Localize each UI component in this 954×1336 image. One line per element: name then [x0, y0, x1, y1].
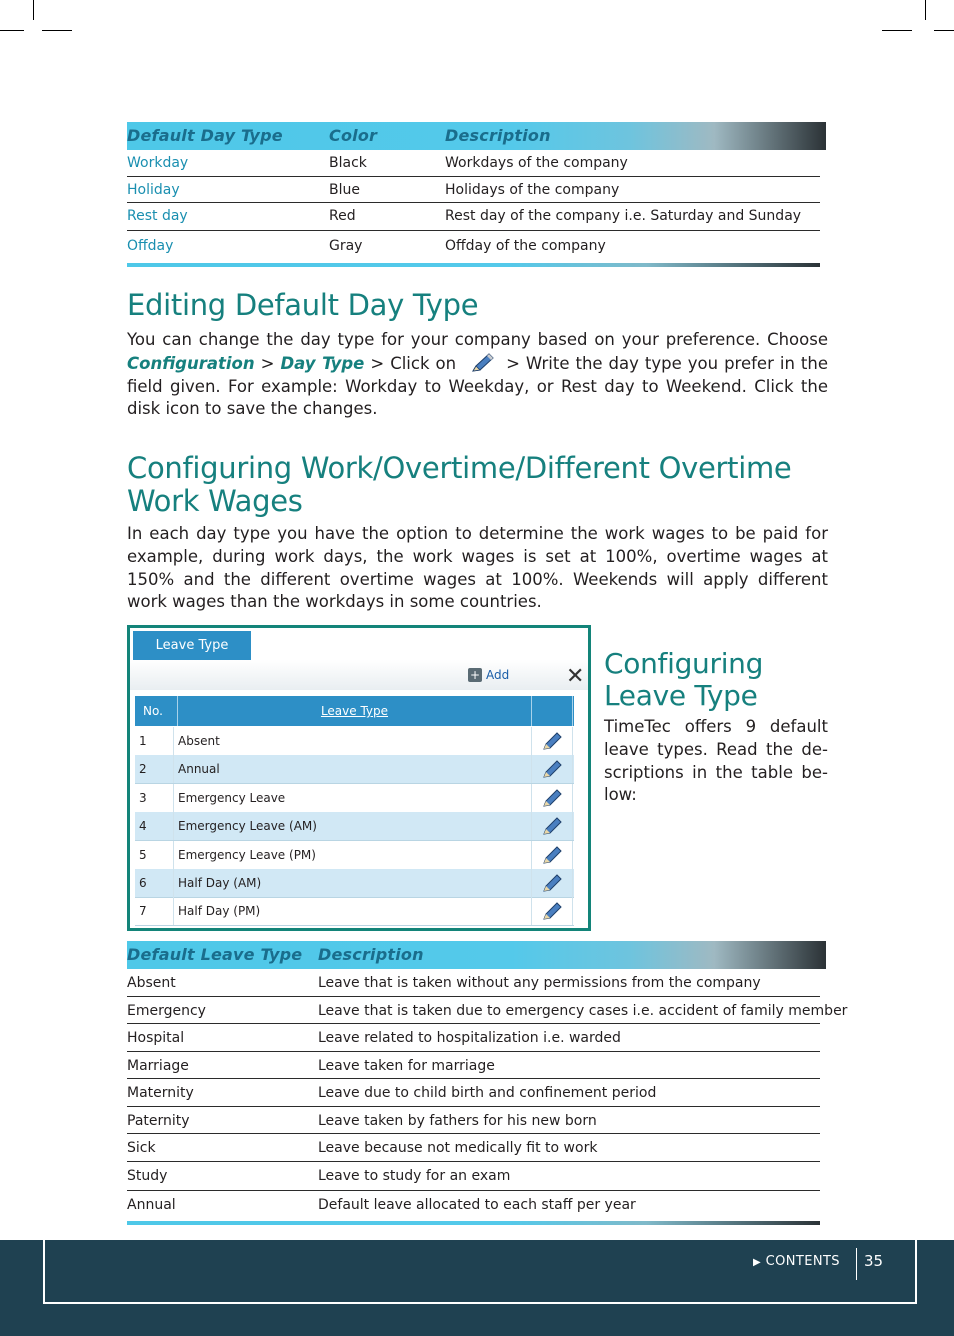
- header-color: Color: [329, 126, 378, 145]
- leave-type-name: Emergency: [127, 1003, 206, 1019]
- pencil-icon: [541, 873, 563, 893]
- table-row: [127, 203, 820, 231]
- row-leave-type: Half Day (PM): [174, 897, 532, 925]
- pencil-icon: [541, 816, 563, 836]
- table-row: [127, 997, 848, 1024]
- day-type-description: Workdays of the company: [445, 155, 628, 171]
- leave-type-name: Hospital: [127, 1030, 185, 1046]
- table-header: [127, 941, 826, 969]
- leave-type-name: Annual: [127, 1197, 176, 1213]
- pencil-icon: [541, 731, 563, 751]
- crop-mark: [0, 30, 24, 31]
- page-number: 35: [864, 1252, 884, 1270]
- pencil-icon: [541, 901, 563, 921]
- table-footer-bar: [127, 1221, 820, 1225]
- row-leave-type: Annual: [174, 755, 532, 783]
- col-action: [532, 696, 573, 726]
- wages-paragraph: In each day type you have the option to determine the work wages to be paid for example, during work days, the work wages is set at 100%, overtime wages at 150% and the different overtime wages at 100%. Weekends will apply different work wages than the workdays in some countries.: [127, 524, 828, 612]
- grid-row[interactable]: [135, 897, 574, 926]
- footer-frame: [43, 1240, 917, 1304]
- day-type-color: Blue: [329, 182, 360, 198]
- edit-button[interactable]: [532, 841, 573, 869]
- day-type-description: Rest day of the company i.e. Saturday and Sunday: [445, 208, 802, 224]
- table-row: [127, 150, 820, 177]
- plus-icon: +: [469, 668, 481, 682]
- row-number: 3: [135, 784, 174, 812]
- grid-header: [135, 696, 574, 726]
- header-description: Description: [318, 945, 424, 964]
- leave-table-body: [127, 969, 848, 1219]
- screenshot-toolbar: [130, 660, 588, 690]
- leave-title-line2: Leave Type: [604, 679, 758, 712]
- contents-label: CONTENTS: [765, 1254, 840, 1269]
- leave-type-description: Default leave allocated to each staff per year: [318, 1197, 636, 1213]
- row-number: 2: [135, 755, 174, 783]
- separator: >: [254, 353, 281, 373]
- day-type-color: Black: [329, 155, 367, 171]
- row-leave-type: Emergency Leave: [174, 784, 532, 812]
- edit-button[interactable]: [532, 755, 573, 783]
- row-number: 7: [135, 897, 174, 925]
- wages-title-line2: Work Wages: [127, 484, 303, 518]
- section-title-wages: [127, 452, 791, 518]
- leave-type-description: Leave because not medically fit to work: [318, 1140, 598, 1156]
- leave-type-name: Sick: [127, 1140, 156, 1156]
- configuration-link: Configuration: [127, 353, 255, 373]
- crop-mark: [33, 0, 34, 20]
- leave-type-name: Paternity: [127, 1113, 190, 1129]
- table-row: [127, 1191, 820, 1219]
- editing-text: > Write the day type you prefer in the field given. For example: Workday to Weekday, or Rest day to Weekend. Click the disk icon to save the changes.: [127, 353, 828, 419]
- crop-mark: [882, 30, 912, 31]
- pencil-icon: [466, 352, 496, 374]
- row-leave-type: Absent: [174, 727, 532, 755]
- leave-type-table: [127, 941, 848, 1225]
- page-footer: [0, 1240, 954, 1336]
- leave-type-description: Leave related to hospitalization i.e. warded: [318, 1030, 621, 1046]
- day-type-name: Offday: [127, 238, 174, 254]
- leave-type-name: Absent: [127, 975, 176, 991]
- grid-row[interactable]: [135, 727, 574, 756]
- day-type-name: Rest day: [127, 208, 188, 224]
- edit-button[interactable]: [532, 727, 573, 755]
- edit-button[interactable]: [532, 869, 573, 897]
- table-row: [127, 969, 820, 997]
- table-row: [127, 1024, 820, 1052]
- crop-mark: [934, 30, 954, 31]
- grid-row[interactable]: [135, 755, 574, 784]
- row-number: 5: [135, 841, 174, 869]
- footer-separator: [856, 1248, 857, 1280]
- pencil-icon: [541, 759, 563, 779]
- leave-type-description: Leave to study for an exam: [318, 1168, 511, 1184]
- header-description: Description: [445, 126, 551, 145]
- table-row: [127, 1052, 820, 1079]
- day-type-name: Holiday: [127, 182, 180, 198]
- leave-type-name: Marriage: [127, 1058, 189, 1074]
- add-label: Add: [486, 668, 510, 682]
- table-header: [127, 122, 826, 150]
- day-type-description: Offday of the company: [445, 238, 606, 254]
- edit-button[interactable]: [532, 812, 573, 840]
- grid-row[interactable]: [135, 784, 574, 813]
- leave-type-screenshot: [127, 625, 591, 931]
- pencil-icon: [541, 788, 563, 808]
- grid-row[interactable]: [135, 841, 574, 870]
- add-button[interactable]: [468, 668, 509, 682]
- leave-type-name: Maternity: [127, 1085, 194, 1101]
- pencil-icon: [541, 845, 563, 865]
- row-leave-type: Emergency Leave (PM): [174, 841, 532, 869]
- wages-title-line1: Configuring Work/Overtime/Different Overtime: [127, 451, 792, 485]
- section-title-editing: Editing Default Day Type: [127, 288, 479, 322]
- leave-paragraph: TimeTec offers 9 default leave types. Read the de-scriptions in the table be-low:: [604, 717, 828, 805]
- tab-leave-type[interactable]: Leave Type: [133, 631, 251, 660]
- section-title-leave: [604, 648, 763, 712]
- triangle-right-icon: ▶: [753, 1257, 762, 1268]
- close-icon[interactable]: ✕: [566, 664, 585, 689]
- table-row: [127, 1134, 820, 1162]
- row-number: 1: [135, 727, 174, 755]
- day-type-color: Red: [329, 208, 356, 224]
- leave-type-name: Study: [127, 1168, 168, 1184]
- leave-type-description: Leave due to child birth and confinement period: [318, 1085, 657, 1101]
- table-row: [127, 1162, 820, 1191]
- crop-mark: [42, 30, 72, 31]
- editing-paragraph: [127, 329, 828, 421]
- leave-type-description: Leave taken for marriage: [318, 1058, 495, 1074]
- table-row: [127, 231, 820, 261]
- edit-button[interactable]: [532, 784, 573, 812]
- leave-title-line1: Configuring: [604, 647, 764, 680]
- edit-button[interactable]: [532, 897, 573, 925]
- leave-type-description: Leave taken by fathers for his new born: [318, 1113, 597, 1129]
- table-footer-bar: [127, 263, 820, 267]
- header-default-leave-type: Default Leave Type: [127, 945, 303, 964]
- day-type-name: Workday: [127, 155, 189, 171]
- row-number: 6: [135, 869, 174, 897]
- header-default-day-type: Default Day Type: [127, 126, 283, 145]
- day-type-description: Holidays of the company: [445, 182, 620, 198]
- editing-text: You can change the day type for your company based on your preference. Choose: [127, 330, 828, 349]
- col-leave-type[interactable]: Leave Type: [178, 696, 532, 726]
- leave-type-description: Leave that is taken due to emergency cases i.e. accident of family member: [318, 1003, 848, 1019]
- leave-type-description: Leave that is taken without any permissions from the company: [318, 975, 761, 991]
- day-type-link: Day Type: [280, 353, 365, 373]
- day-type-color: Gray: [329, 238, 363, 254]
- row-number: 4: [135, 812, 174, 840]
- editing-text: > Click on: [364, 353, 463, 373]
- table-row: [127, 1079, 820, 1107]
- contents-link[interactable]: [753, 1254, 840, 1269]
- row-leave-type: Half Day (AM): [174, 869, 532, 897]
- crop-mark: [925, 0, 926, 20]
- grid-row[interactable]: [135, 869, 574, 898]
- day-type-table: [127, 122, 820, 267]
- col-no: No.: [135, 696, 178, 726]
- row-leave-type: Emergency Leave (AM): [174, 812, 532, 840]
- grid-row[interactable]: [135, 812, 574, 841]
- table-row: [127, 1107, 820, 1134]
- table-row: [127, 177, 820, 203]
